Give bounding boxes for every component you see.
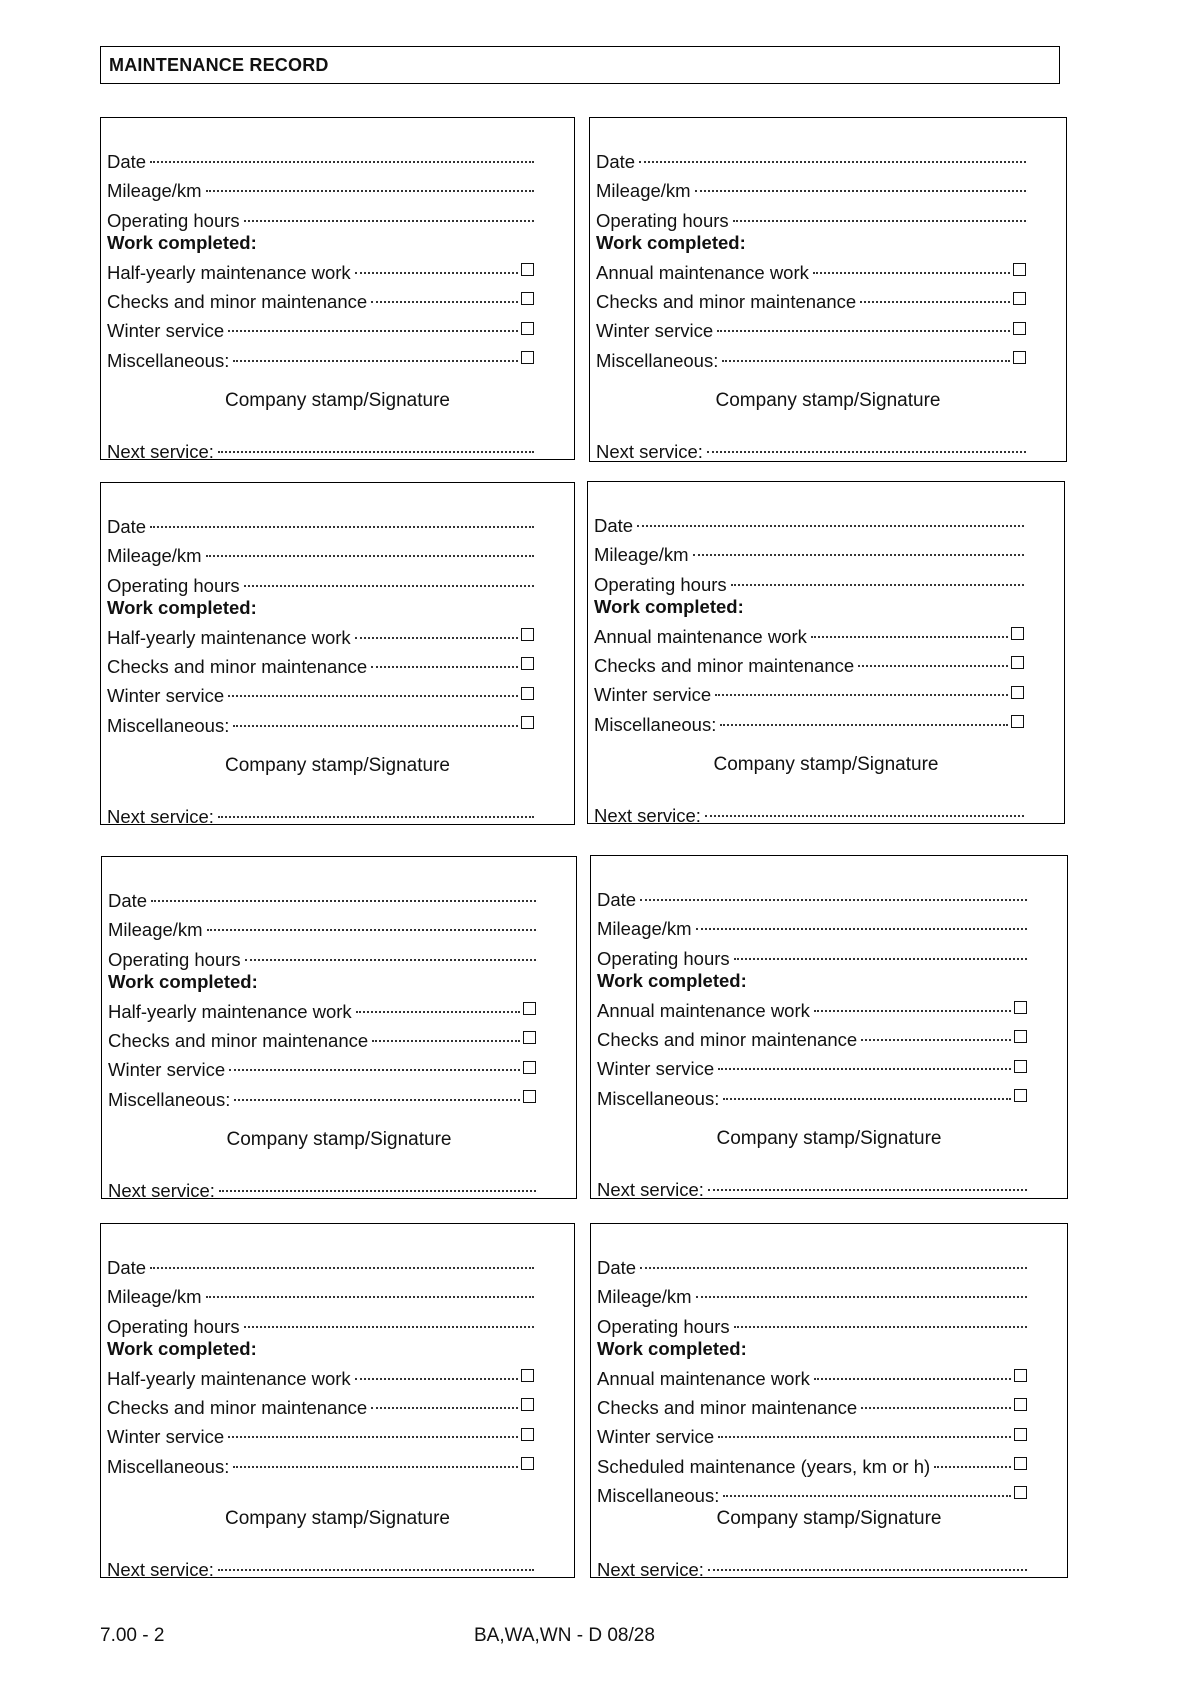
winter-line: Winter service	[594, 677, 1024, 706]
mileage-line: Mileage/km	[594, 537, 1024, 566]
next-service-line: Next service:	[108, 1173, 536, 1202]
checks-checkbox[interactable]	[1014, 1398, 1027, 1411]
company-stamp-label: Company stamp/Signature	[716, 1508, 942, 1529]
winter-line: Winter service	[108, 1052, 536, 1081]
maintenance-checkbox[interactable]	[521, 1369, 534, 1382]
date-line: Date	[597, 1250, 1027, 1279]
work-completed-heading: Work completed:	[594, 596, 744, 618]
maintenance-card-3	[100, 482, 575, 825]
date-line: Date	[107, 144, 534, 173]
maintenance-line: Half-yearly maintenance work	[107, 1361, 534, 1390]
checks-checkbox[interactable]	[1013, 292, 1026, 305]
misc-checkbox[interactable]	[1013, 351, 1026, 364]
maintenance-checkbox[interactable]	[1014, 1001, 1027, 1014]
company-stamp-label: Company stamp/Signature	[225, 390, 450, 411]
checks-line: Checks and minor maintenance	[107, 284, 534, 313]
winter-line: Winter service	[596, 313, 1026, 342]
next-service-line: Next service:	[107, 1552, 534, 1581]
maintenance-line: Half-yearly maintenance work	[107, 255, 534, 284]
operating-hours-line: Operating hours	[594, 567, 1024, 596]
next-service-line: Next service:	[107, 434, 534, 463]
page-number: 7.00 - 2	[100, 1625, 165, 1646]
maintenance-line: Half-yearly maintenance work	[108, 994, 536, 1023]
date-line: Date	[107, 1250, 534, 1279]
maintenance-card-5	[101, 856, 577, 1199]
page-title: MAINTENANCE RECORD	[109, 54, 329, 75]
operating-hours-line: Operating hours	[107, 203, 534, 232]
page-header	[100, 46, 1060, 84]
maintenance-checkbox[interactable]	[521, 628, 534, 641]
misc-checkbox[interactable]	[521, 716, 534, 729]
checks-checkbox[interactable]	[1014, 1030, 1027, 1043]
maintenance-checkbox[interactable]	[1014, 1369, 1027, 1382]
checks-checkbox[interactable]	[521, 1398, 534, 1411]
winter-line: Winter service	[107, 1419, 534, 1448]
work-completed-heading: Work completed:	[107, 597, 257, 619]
mileage-line: Mileage/km	[596, 173, 1026, 202]
company-stamp-label: Company stamp/Signature	[225, 1508, 450, 1529]
misc-checkbox[interactable]	[523, 1090, 536, 1103]
work-completed-heading: Work completed:	[597, 1338, 747, 1360]
mileage-line: Mileage/km	[597, 1279, 1027, 1308]
next-service-line: Next service:	[597, 1172, 1027, 1201]
operating-hours-line: Operating hours	[596, 203, 1026, 232]
mileage-line: Mileage/km	[597, 911, 1027, 940]
mileage-line: Mileage/km	[107, 538, 534, 567]
work-completed-heading: Work completed:	[107, 1338, 257, 1360]
checks-checkbox[interactable]	[523, 1031, 536, 1044]
checks-line: Checks and minor maintenance	[597, 1022, 1027, 1051]
date-line: Date	[596, 144, 1026, 173]
maintenance-line: Half-yearly maintenance work	[107, 620, 534, 649]
next-service-line: Next service:	[107, 799, 534, 828]
misc-line: Miscellaneous:	[107, 343, 534, 372]
misc-checkbox[interactable]	[521, 351, 534, 364]
maintenance-card-2	[589, 117, 1067, 462]
operating-hours-line: Operating hours	[108, 942, 536, 971]
misc-line: Miscellaneous:	[596, 343, 1026, 372]
date-line: Date	[108, 883, 536, 912]
winter-line: Winter service	[597, 1419, 1027, 1448]
document-code: BA,WA,WN - D 08/28	[474, 1625, 655, 1646]
maintenance-checkbox[interactable]	[523, 1002, 536, 1015]
scheduled-line: Scheduled maintenance (years, km or h)	[597, 1449, 1027, 1478]
date-line: Date	[594, 508, 1024, 537]
scheduled-checkbox[interactable]	[1014, 1457, 1027, 1470]
work-completed-heading: Work completed:	[107, 232, 257, 254]
work-completed-heading: Work completed:	[596, 232, 746, 254]
checks-line: Checks and minor maintenance	[107, 1390, 534, 1419]
misc-checkbox[interactable]	[521, 1457, 534, 1470]
maintenance-line: Annual maintenance work	[594, 619, 1024, 648]
maintenance-line: Annual maintenance work	[596, 255, 1026, 284]
maintenance-card-8	[590, 1223, 1068, 1578]
mileage-line: Mileage/km	[107, 1279, 534, 1308]
winter-line: Winter service	[107, 313, 534, 342]
work-completed-heading: Work completed:	[108, 971, 258, 993]
next-service-line: Next service:	[597, 1552, 1027, 1581]
checks-line: Checks and minor maintenance	[597, 1390, 1027, 1419]
operating-hours-line: Operating hours	[107, 1309, 534, 1338]
misc-line: Miscellaneous:	[107, 708, 534, 737]
misc-checkbox[interactable]	[1011, 715, 1024, 728]
winter-checkbox[interactable]	[521, 322, 534, 335]
next-service-line: Next service:	[594, 798, 1024, 827]
misc-line: Miscellaneous:	[594, 707, 1024, 736]
misc-line: Miscellaneous:	[108, 1082, 536, 1111]
date-line: Date	[107, 509, 534, 538]
company-stamp-label: Company stamp/Signature	[716, 1128, 942, 1149]
checks-line: Checks and minor maintenance	[596, 284, 1026, 313]
winter-checkbox[interactable]	[1014, 1428, 1027, 1441]
checks-checkbox[interactable]	[521, 292, 534, 305]
operating-hours-line: Operating hours	[597, 1309, 1027, 1338]
operating-hours-line: Operating hours	[107, 568, 534, 597]
maintenance-checkbox[interactable]	[1013, 263, 1026, 276]
maintenance-line: Annual maintenance work	[597, 1361, 1027, 1390]
maintenance-line: Annual maintenance work	[597, 993, 1027, 1022]
maintenance-card-4	[587, 481, 1065, 824]
checks-checkbox[interactable]	[521, 657, 534, 670]
misc-line: Miscellaneous:	[597, 1081, 1027, 1110]
winter-checkbox[interactable]	[1014, 1060, 1027, 1073]
winter-checkbox[interactable]	[1013, 322, 1026, 335]
checks-checkbox[interactable]	[1011, 656, 1024, 669]
winter-checkbox[interactable]	[521, 1428, 534, 1441]
maintenance-card-1	[100, 117, 575, 460]
maintenance-card-7	[100, 1223, 575, 1578]
work-completed-heading: Work completed:	[597, 970, 747, 992]
misc-line: Miscellaneous:	[107, 1449, 534, 1478]
winter-line: Winter service	[107, 678, 534, 707]
company-stamp-label: Company stamp/Signature	[715, 390, 941, 411]
misc-checkbox[interactable]	[1014, 1486, 1027, 1499]
winter-checkbox[interactable]	[523, 1061, 536, 1074]
mileage-line: Mileage/km	[107, 173, 534, 202]
checks-line: Checks and minor maintenance	[108, 1023, 536, 1052]
maintenance-card-6	[590, 855, 1068, 1199]
misc-checkbox[interactable]	[1014, 1089, 1027, 1102]
company-stamp-label: Company stamp/Signature	[225, 755, 450, 776]
misc-line: Miscellaneous:	[597, 1478, 1027, 1507]
maintenance-checkbox[interactable]	[1011, 627, 1024, 640]
operating-hours-line: Operating hours	[597, 941, 1027, 970]
next-service-line: Next service:	[596, 434, 1026, 463]
mileage-line: Mileage/km	[108, 912, 536, 941]
maintenance-checkbox[interactable]	[521, 263, 534, 276]
date-line: Date	[597, 882, 1027, 911]
checks-line: Checks and minor maintenance	[107, 649, 534, 678]
checks-line: Checks and minor maintenance	[594, 648, 1024, 677]
winter-line: Winter service	[597, 1051, 1027, 1080]
company-stamp-label: Company stamp/Signature	[226, 1129, 452, 1150]
winter-checkbox[interactable]	[1011, 686, 1024, 699]
company-stamp-label: Company stamp/Signature	[713, 754, 939, 775]
winter-checkbox[interactable]	[521, 687, 534, 700]
